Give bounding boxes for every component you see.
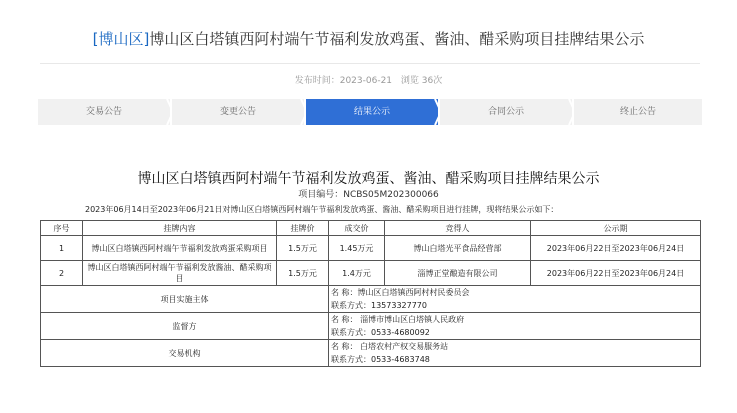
row-number: 2 bbox=[41, 261, 83, 286]
step-label: 合同公示 bbox=[487, 107, 524, 117]
col-header: 序号 bbox=[41, 221, 83, 236]
step-change-announcement[interactable] bbox=[172, 99, 304, 125]
org-label: 交易机构 bbox=[41, 340, 329, 367]
step-contract-announcement[interactable] bbox=[440, 99, 572, 125]
row-number: 1 bbox=[41, 236, 83, 261]
document-title: 博山区白塔镇西阿村端午节福利发放鸡蛋、酱油、醋采购项目挂牌结果公示 bbox=[137, 171, 600, 187]
org-contact: 联系方式：13573327770 bbox=[331, 301, 427, 310]
org-info bbox=[329, 286, 701, 313]
col-header: 竞得人 bbox=[385, 221, 531, 236]
org-name: 名 称： 淄博市博山区白塔镇人民政府 bbox=[331, 315, 465, 324]
listing-price: 1.5万元 bbox=[277, 261, 329, 286]
org-contact: 联系方式：0533-4683748 bbox=[331, 355, 430, 364]
listing-price: 1.5万元 bbox=[277, 236, 329, 261]
org-row-implementer bbox=[41, 286, 701, 313]
col-header: 挂牌内容 bbox=[83, 221, 277, 236]
step-label: 交易公告 bbox=[85, 107, 122, 117]
winning-bidder: 淄博正堂酿造有限公司 bbox=[385, 261, 531, 286]
page-title-text: 博山区白塔镇西阿村端午节福利发放鸡蛋、酱油、醋采购项目挂牌结果公示 bbox=[149, 30, 645, 48]
publish-meta bbox=[0, 73, 737, 86]
org-contact: 联系方式：0533-4680092 bbox=[331, 328, 430, 337]
listing-content: 博山区白塔镇西阿村端午节福利发放酱油、醋采购项目 bbox=[83, 261, 277, 286]
org-name: 名 称： 白塔农村产权交易服务站 bbox=[331, 342, 449, 351]
org-info bbox=[329, 340, 701, 367]
step-label: 结果公示 bbox=[353, 107, 390, 117]
listing-content: 博山区白塔镇西阿村端午节福利发放鸡蛋采购项目 bbox=[83, 236, 277, 261]
result-table bbox=[40, 220, 701, 367]
step-label: 变更公告 bbox=[219, 107, 256, 117]
deal-price: 1.45万元 bbox=[329, 236, 385, 261]
org-name: 名 称：博山区白塔镇西阿村村民委员会 bbox=[331, 288, 470, 297]
table-row bbox=[41, 261, 701, 286]
publish-time: 发布时间：2023-06-21 bbox=[294, 76, 393, 86]
step-label: 终止公告 bbox=[619, 107, 656, 117]
announcement-steps bbox=[38, 99, 702, 125]
step-trading-announcement[interactable] bbox=[38, 99, 170, 125]
org-label: 监督方 bbox=[41, 313, 329, 340]
org-label: 项目实施主体 bbox=[41, 286, 329, 313]
publicity-period: 2023年06月22日至2023年06月24日 bbox=[531, 261, 701, 286]
col-header: 公示期 bbox=[531, 221, 701, 236]
title-divider bbox=[40, 63, 700, 64]
intro-text: 2023年06月14日至2023年06月21日对博山区白塔镇西阿村端午节福利发放鸡蛋、酱油、醋采购项目进行挂牌，现将结果公示如下： bbox=[85, 205, 559, 214]
org-row-trading-agency bbox=[41, 340, 701, 367]
project-number: 项目编号：NCBS05M202300066 bbox=[298, 190, 439, 200]
page-title bbox=[0, 28, 737, 49]
publicity-period: 2023年06月22日至2023年06月24日 bbox=[531, 236, 701, 261]
col-header: 挂牌价 bbox=[277, 221, 329, 236]
step-result-announcement[interactable] bbox=[306, 99, 438, 125]
step-termination-announcement[interactable] bbox=[574, 99, 702, 125]
table-row bbox=[41, 236, 701, 261]
deal-price: 1.4万元 bbox=[329, 261, 385, 286]
org-row-supervisor bbox=[41, 313, 701, 340]
col-header: 成交价 bbox=[329, 221, 385, 236]
view-count: 浏览 36次 bbox=[400, 76, 443, 86]
winning-bidder: 博山白塔光平食品经营部 bbox=[385, 236, 531, 261]
table-header-row bbox=[41, 221, 701, 236]
org-info bbox=[329, 313, 701, 340]
region-tag[interactable]: [博山区] bbox=[92, 30, 150, 48]
